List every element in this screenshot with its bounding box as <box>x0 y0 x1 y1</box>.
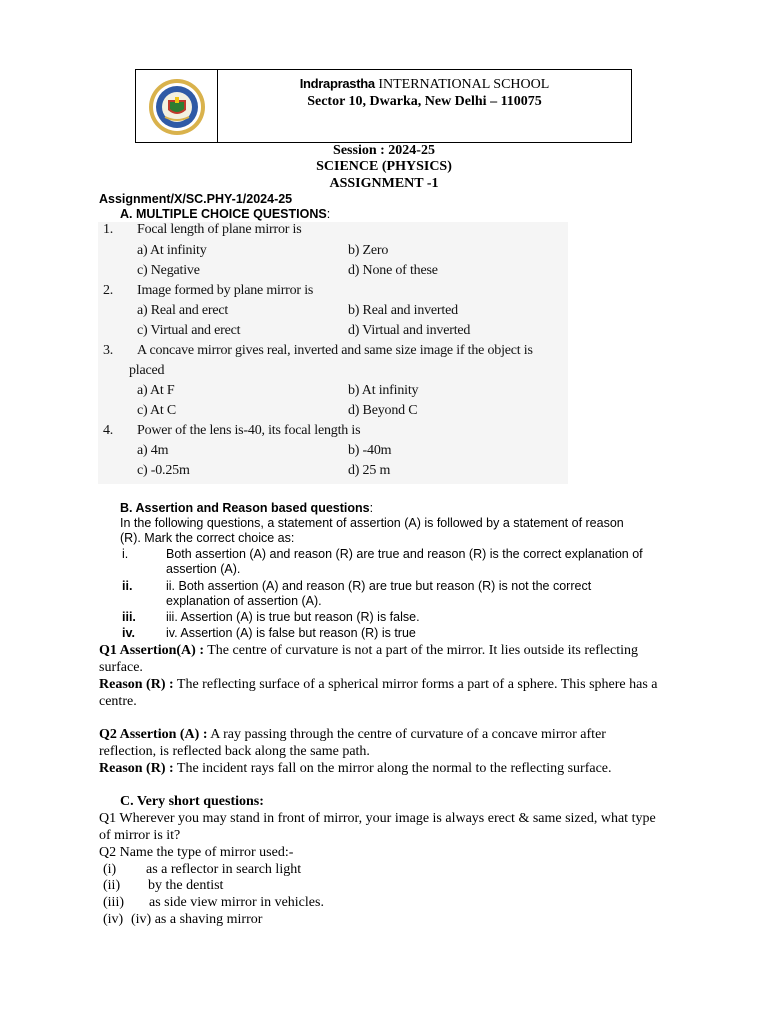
mcq-option-c: c) -0.25m <box>137 463 190 478</box>
ar-option-text-cont: assertion (A). <box>166 562 241 576</box>
mcq-number: 3. <box>103 343 114 358</box>
q2-assertion-text: A ray passing through the centre of curvature of a concave mirror after <box>207 727 606 742</box>
q1-reason-text: The reflecting surface of a spherical mirror forms a part of a sphere. This sphere has a <box>173 677 658 692</box>
mcq-option-c: c) Virtual and erect <box>137 323 241 338</box>
q2-assertion-label: Q2 Assertion (A) : <box>99 727 208 742</box>
mcq-option-d: d) Virtual and inverted <box>348 323 471 338</box>
q2-assertion <box>99 727 606 743</box>
section-c-heading: C. Very short questions: <box>120 794 264 809</box>
section-b-colon: : <box>369 501 374 515</box>
mcq-question: Image formed by plane mirror is <box>137 283 314 298</box>
q1-reason-label: Reason (R) : <box>99 677 174 692</box>
mcq-option-c: c) Negative <box>137 263 200 278</box>
ar-option-text: Both assertion (A) and reason (R) are true and reason (R) is the correct explanation of <box>166 547 643 561</box>
list-item-marker: (iv) <box>103 912 124 927</box>
ar-option-marker: iv. <box>122 626 135 640</box>
section-a-colon: : <box>326 207 331 221</box>
session-label: Session : 2024-25 <box>333 143 435 158</box>
q1-assertion <box>99 643 638 659</box>
q1-assertion-text: The centre of curvature is not a part of the mirror. It lies outside its reflecting <box>204 643 638 658</box>
ar-option-marker: i. <box>122 547 129 561</box>
assignment-title: ASSIGNMENT -1 <box>329 176 439 191</box>
subject-title: SCIENCE (PHYSICS) <box>316 159 452 174</box>
mcq-option-d: d) Beyond C <box>348 403 418 418</box>
section-c-q1-cont: of mirror is it? <box>99 828 181 843</box>
ar-option-text: iv. Assertion (A) is false but reason (R) is true <box>166 626 416 640</box>
mcq-number: 4. <box>103 423 114 438</box>
mcq-option-d: d) None of these <box>348 263 438 278</box>
ar-option-text: ii. Both assertion (A) and reason (R) are true but reason (R) is not the correct <box>166 579 592 593</box>
school-header <box>135 69 632 143</box>
section-b-intro-cont: (R). Mark the correct choice as: <box>120 531 295 545</box>
q1-assertion-cont: surface. <box>99 660 143 675</box>
mcq-question: Power of the lens is-40, its focal length is <box>137 423 361 438</box>
school-name <box>218 76 631 93</box>
mcq-number: 1. <box>103 222 114 237</box>
mcq-option-a: a) 4m <box>137 443 169 458</box>
section-a-title: A. MULTIPLE CHOICE QUESTIONS <box>120 207 327 221</box>
mcq-option-b: b) Zero <box>348 243 389 258</box>
list-item-text: by the dentist <box>148 878 224 893</box>
q2-reason <box>99 761 612 777</box>
school-name-rest: INTERNATIONAL SCHOOL <box>374 77 550 92</box>
mcq-option-b: b) At infinity <box>348 383 419 398</box>
mcq-number: 2. <box>103 283 114 298</box>
q2-reason-text: The incident rays fall on the mirror along the normal to the reflecting surface. <box>173 761 612 776</box>
mcq-question: Focal length of plane mirror is <box>137 222 302 237</box>
assignment-code: Assignment/X/SC.PHY-1/2024-25 <box>99 192 293 206</box>
mcq-option-b: b) -40m <box>348 443 392 458</box>
list-item-text: (iv) as a shaving mirror <box>131 912 263 927</box>
school-address: Sector 10, Dwarka, New Delhi – 110075 <box>307 94 542 109</box>
q2-reason-label: Reason (R) : <box>99 761 174 776</box>
ar-option-text-cont: explanation of assertion (A). <box>166 594 322 608</box>
school-name-bold: Indraprastha <box>299 76 375 91</box>
school-logo-icon <box>148 78 206 136</box>
list-item-marker: (i) <box>103 862 117 877</box>
section-b-title: B. Assertion and Reason based questions <box>120 501 370 515</box>
mcq-option-a: a) At infinity <box>137 243 207 258</box>
list-item-text: as a reflector in search light <box>146 862 302 877</box>
ar-option-marker: iii. <box>122 610 136 624</box>
mcq-question-cont: placed <box>129 363 165 378</box>
section-c-q2: Q2 Name the type of mirror used:- <box>99 845 294 860</box>
list-item-marker: (ii) <box>103 878 121 893</box>
section-a-heading <box>120 207 330 221</box>
ar-option-text: iii. Assertion (A) is true but reason (R) is false. <box>166 610 420 624</box>
q1-reason <box>99 677 658 693</box>
q2-assertion-cont: reflection, is reflected back along the same path. <box>99 744 370 759</box>
ar-option-marker: ii. <box>122 579 133 593</box>
q1-reason-cont: centre. <box>99 694 137 709</box>
section-c-q1: Q1 Wherever you may stand in front of mirror, your image is always erect & same sized, what type <box>99 811 656 826</box>
mcq-question: A concave mirror gives real, inverted and same size image if the object is <box>137 343 533 358</box>
mcq-option-c: c) At C <box>137 403 177 418</box>
section-b-intro: In the following questions, a statement of assertion (A) is followed by a statement of reason <box>120 516 624 530</box>
mcq-option-a: a) At F <box>137 383 175 398</box>
mcq-option-d: d) 25 m <box>348 463 391 478</box>
mcq-option-b: b) Real and inverted <box>348 303 458 318</box>
q1-assertion-label: Q1 Assertion(A) : <box>99 643 204 658</box>
section-b-heading <box>120 501 373 515</box>
list-item-text: as side view mirror in vehicles. <box>149 895 324 910</box>
list-item-marker: (iii) <box>103 895 124 910</box>
mcq-option-a: a) Real and erect <box>137 303 229 318</box>
